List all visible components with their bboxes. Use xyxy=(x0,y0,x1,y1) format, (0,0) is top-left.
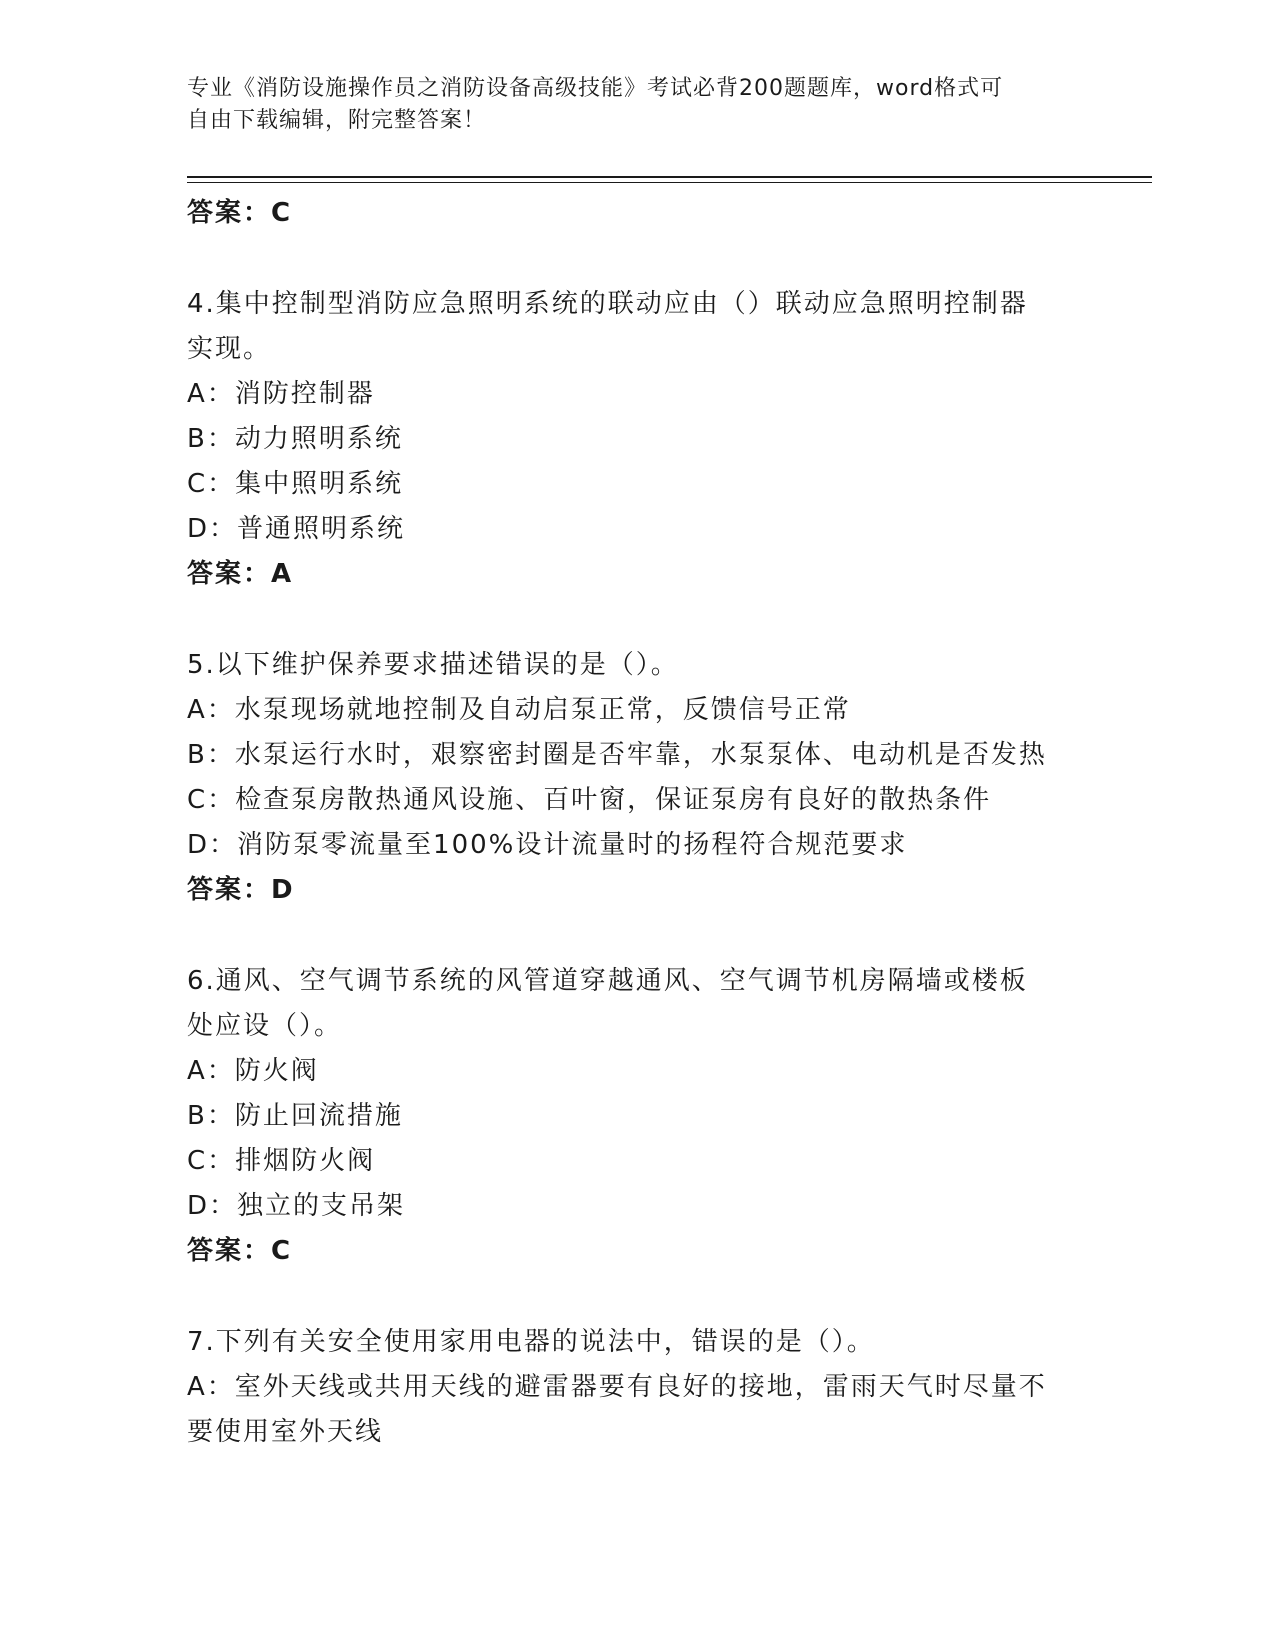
header-rule-thick xyxy=(187,176,1152,178)
option-c: C：排烟防火阀 xyxy=(187,1146,376,1176)
answer-label: 答案：C xyxy=(187,1236,293,1266)
question-stem: 4.集中控制型消防应急照明系统的联动应由（）联动应急照明控制器 xyxy=(187,289,1028,319)
option-c: C：集中照明系统 xyxy=(187,469,404,499)
answer-label: 答案：A xyxy=(187,559,294,589)
question-stem: 实现。 xyxy=(187,334,272,364)
option-b: B：水泵运行水时，艰察密封圈是否牢靠，水泵泵体、电动机是否发热 xyxy=(187,740,1047,770)
question-stem: 处应设（）。 xyxy=(187,1011,343,1041)
header-rule-thin xyxy=(187,182,1152,183)
option-c: C：检查泵房散热通风设施、百叶窗，保证泵房有良好的散热条件 xyxy=(187,785,992,815)
option-a: A：室外天线或共用天线的避雷器要有良好的接地，雷雨天气时尽量不 xyxy=(187,1372,1047,1402)
option-d: D：普通照明系统 xyxy=(187,514,406,544)
option-a: A：水泵现场就地控制及自动启泵正常，反馈信号正常 xyxy=(187,695,851,725)
option-d: D：独立的支吊架 xyxy=(187,1191,406,1221)
answer-label: 答案：D xyxy=(187,875,295,905)
option-d: D：消防泵零流量至100%设计流量时的扬程符合规范要求 xyxy=(187,830,908,860)
question-4 xyxy=(187,282,1087,597)
question-list xyxy=(187,191,1087,1455)
option-a: A：防火阀 xyxy=(187,1056,319,1086)
question-stem: 7.下列有关安全使用家用电器的说法中，错误的是（）。 xyxy=(187,1327,875,1357)
option-b: B：动力照明系统 xyxy=(187,424,403,454)
header-line-1: 专业《消防设施操作员之消防设备高级技能》考试必背200题题库，word格式可 xyxy=(187,76,1004,101)
answer-label: 答案：C xyxy=(187,198,293,228)
question-6 xyxy=(187,959,1087,1274)
document-header xyxy=(187,73,1067,137)
option-b: B：防止回流措施 xyxy=(187,1101,403,1131)
option-a: A：消防控制器 xyxy=(187,379,375,409)
question-stem: 5.以下维护保养要求描述错误的是（）。 xyxy=(187,650,679,680)
question-5 xyxy=(187,643,1087,913)
option-a-continued: 要使用室外天线 xyxy=(187,1417,384,1447)
question-stem: 6.通风、空气调节系统的风管道穿越通风、空气调节机房隔墙或楼板 xyxy=(187,966,1028,996)
question-7 xyxy=(187,1320,1087,1455)
header-line-2: 自由下载编辑，附完整答案！ xyxy=(187,108,487,133)
